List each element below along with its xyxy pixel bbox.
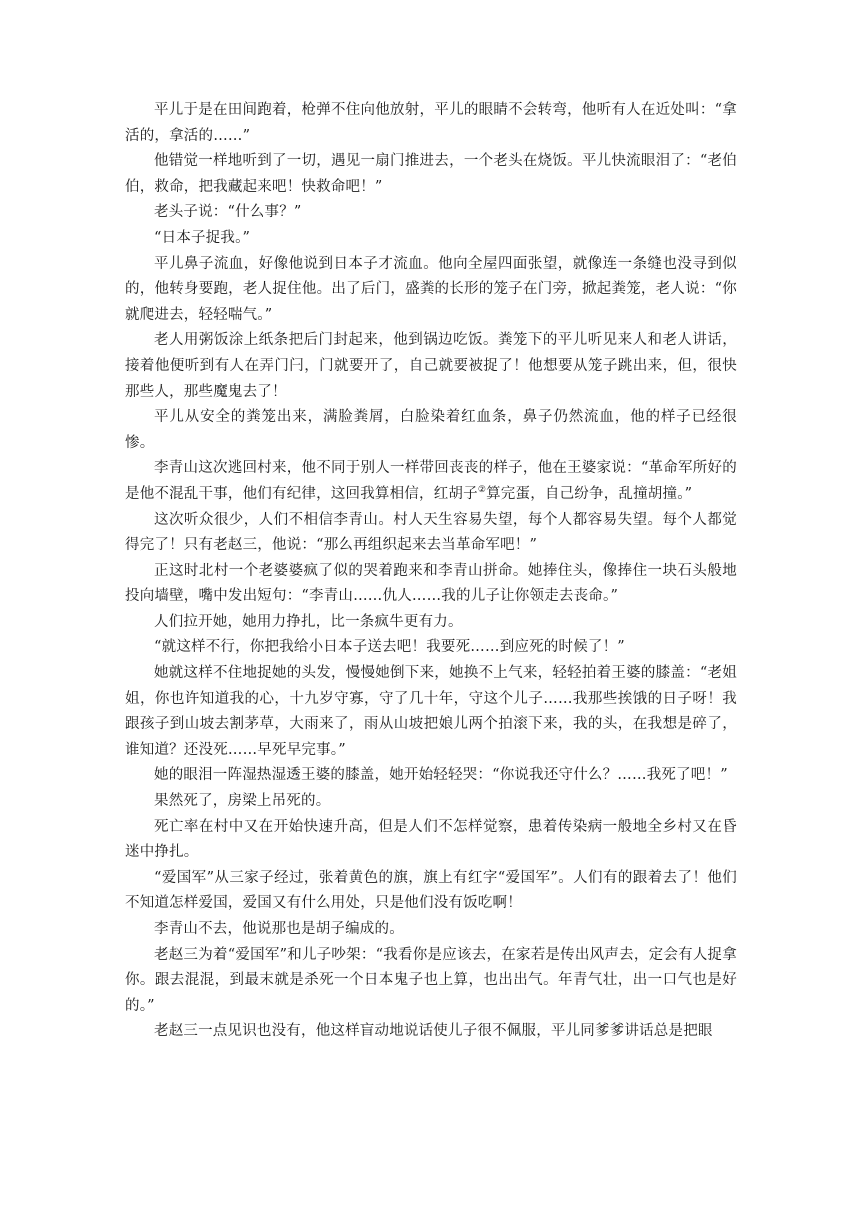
paragraph-7: 平儿从安全的粪笼出来，满脸粪屑，白脸染着红血条，鼻子仍然流血，他的样子已经很惨。	[125, 409, 737, 451]
paragraph-10: 正这时北村一个老婆婆疯了似的哭着跑来和李青山拼命。她捧住头，像捧住一块石头般地投向墙壁，嘴中发出短句：“李青山……仇人……我的儿子让你领走去丧命。”	[125, 562, 737, 605]
paragraph-4: “日本子捉我。”	[154, 229, 251, 246]
paragraph-18: 李青山不去，他说那也是胡子编成的。	[154, 921, 404, 937]
document-body	[125, 98, 737, 1045]
paragraph-9: 这次听众很少，人们不相信李青山。村人天生容易失望，每个人都容易失望。每个人都觉得完了！只有老赵三，他说：“那么再组织起来去当革命军吧！”	[125, 511, 737, 554]
footnote-marker: ②	[477, 485, 487, 496]
paragraph-13: 她就这样不住地捉她的头发，慢慢她倒下来，她换不上气来，轻轻拍着王婆的膝盖：“老姐姐，你也许知道我的心，十九岁守寡，守了几十年，守这个儿子……我那些挨饿的日子呀！我跟孩子到山坡去割茅草，大雨来了，雨从山坡把娘儿两个拍滚下来，我的头，在我想是碎了，谁知道？还没死……早死早完事。”	[125, 665, 737, 758]
paragraph-14: 她的眼泪一阵湿热湿透王婆的膝盖，她开始轻轻哭：“你说我还守什么？……我死了吧！”	[154, 767, 728, 784]
paragraph-1: 平儿于是在田间跑着，枪弹不住向他放射，平儿的眼睛不会转弯，他听有人在近处叫：“拿活的，拿活的……”	[125, 102, 737, 144]
paragraph-11: 人们拉开她，她用力挣扎，比一条疯牛更有力。	[154, 613, 463, 630]
paragraph-6: 老人用粥饭涂上纸条把后门封起来，他到锅边吃饭。粪笼下的平儿听见来人和老人讲话，接着他便听到有人在弄门闩，门就要开了，自己就要被捉了！他想要从笼子跳出来，但，很快那些人，那些魔鬼去了！	[125, 332, 737, 400]
paragraph-20: 老赵三一点见识也没有，他这样盲动地说话使儿子很不佩服，平儿同爹爹讲话总是把眼	[154, 1023, 713, 1040]
paragraph-17: “爱国军”从三家子经过，张着黄色的旗，旗上有红字“爱国军”。人们有的跟着去了！他们不知道怎样爱国，爱国又有什么用处，只是他们没有饭吃啊！	[125, 869, 737, 912]
paragraph-16: 死亡率在村中又在开始快速升高，但是人们不怎样觉察，患着传染病一般地全乡村又在昏迷中挣扎。	[125, 818, 737, 861]
paragraph-3: 老头子说：“什么事？”	[154, 204, 302, 221]
paragraph-19: 老赵三为着“爱国军”和儿子吵架：“我看你是应该去，在家若是传出风声去，定会有人捉拿你。跟去混混，到最末就是杀死一个日本鬼子也上算，也出出气。年青气壮，出一口气也是好的。”	[125, 946, 737, 1014]
paragraph-15: 果然死了，房梁上吊死的。	[154, 793, 331, 810]
paragraph-2: 他错觉一样地听到了一切，遇见一扇门推进去，一个老头在烧饭。平儿快流眼泪了：“老伯伯，救命，把我藏起来吧！快救命吧！”	[125, 153, 737, 195]
paragraph-8: 李青山这次逃回村来，他不同于别人一样带回丧丧的样子，他在王婆家说：“革命军所好的是他不混乱干事，他们有纪律，这回我算相信，红胡子②算完蛋，自己纷争，乱撞胡撞。”	[125, 460, 737, 502]
paragraph-5: 平儿鼻子流血，好像他说到日本子才流血。他向全屋四面张望，就像连一条缝也没寻到似的，他转身要跑，老人捉住他。出了后门，盛粪的长形的笼子在门旁，掀起粪笼，老人说：“你就爬进去，轻轻喘气。”	[125, 255, 737, 323]
paragraph-12: “就这样不行，你把我给小日本子送去吧！我要死……到应死的时候了！”	[154, 639, 625, 656]
